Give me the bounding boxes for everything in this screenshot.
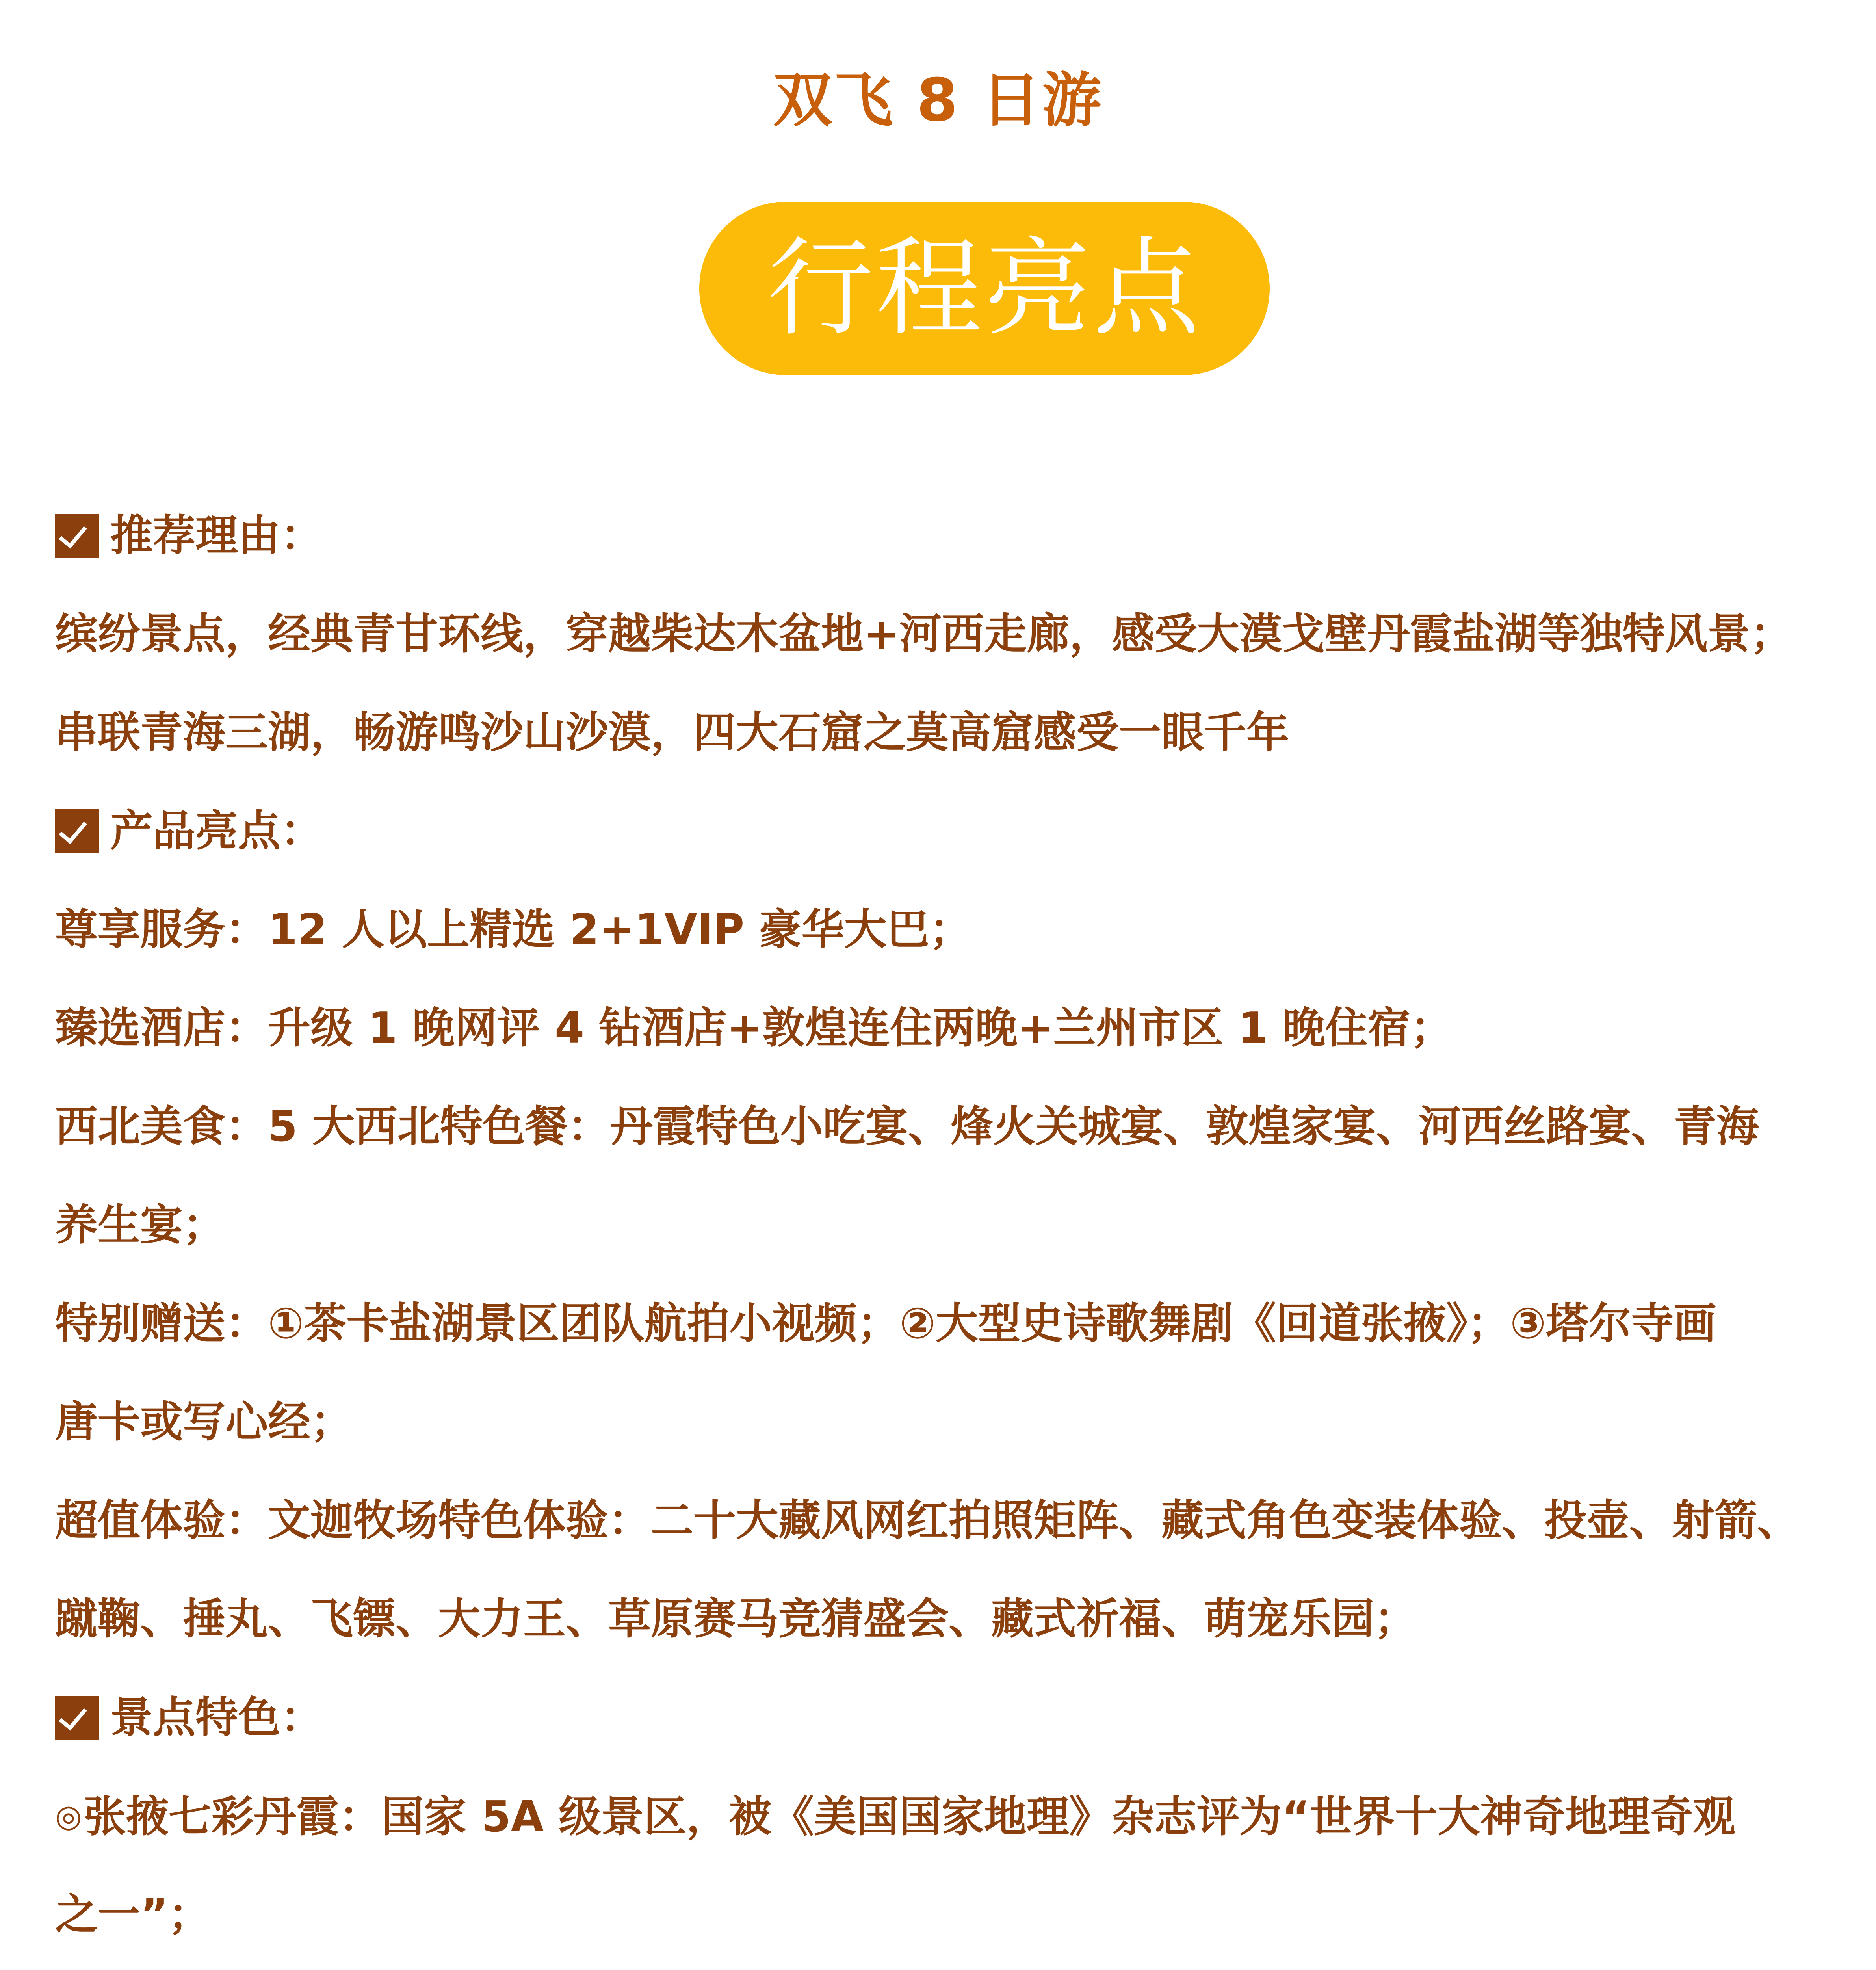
content-body xyxy=(55,487,1828,1970)
section-heading-spots xyxy=(55,1669,1828,1767)
product-line: 西北美食：5 大西北特色餐：丹霞特色小吃宴、烽火关城宴、敦煌家宴、河西丝路宴、青海 xyxy=(55,1102,1759,1151)
section-heading-label: 景点特色： xyxy=(110,1693,323,1742)
checkbox-icon xyxy=(55,809,99,853)
recommend-line: 缤纷景点，经典青甘环线，穿越柴达木盆地+河西走廊，感受大漠戈壁丹霞盐湖等独特风景； xyxy=(55,610,1793,659)
bullet-icon: ◎ xyxy=(55,1799,82,1834)
product-line: 超值体验：文迦牧场特色体验：二十大藏风网红拍照矩阵、藏式角色变装体验、投壶、射箭、 xyxy=(55,1496,1800,1545)
spot-line xyxy=(55,1767,1828,1866)
product-line: 养生宴； xyxy=(55,1201,226,1250)
product-line: 特别赠送：①茶卡盐湖景区团队航拍小视频；②大型史诗歌舞剧《回道张掖》；③塔尔寺画 xyxy=(55,1299,1716,1348)
section-heading-recommend xyxy=(55,487,1828,585)
section-heading-label: 产品亮点： xyxy=(110,807,323,856)
section-heading-label: 推荐理由： xyxy=(110,511,323,560)
spot-text: 之一”； xyxy=(55,1890,211,1939)
section-heading-product xyxy=(55,782,1828,881)
spot-line xyxy=(55,1964,1828,1970)
spot-line xyxy=(55,1866,1828,1964)
checkbox-icon xyxy=(55,1696,99,1740)
page-title: 双飞 8 日游 xyxy=(773,66,1103,135)
product-line: 蹴鞠、捶丸、飞镖、大力王、草原赛马竞猜盛会、藏式祈福、萌宠乐园； xyxy=(55,1595,1417,1644)
checkbox-icon xyxy=(55,514,99,558)
spot-text: 张掖七彩丹霞：国家 5A 级景区，被《美国国家地理》杂志评为“世界十大神奇地理奇观 xyxy=(84,1792,1735,1842)
highlights-banner-label: 行程亮点 xyxy=(767,226,1202,350)
product-line: 唐卡或写心经； xyxy=(55,1398,353,1447)
recommend-line: 串联青海三湖，畅游鸣沙山沙漠，四大石窟之莫高窟感受一眼千年 xyxy=(55,708,1289,757)
product-line: 尊享服务：12 人以上精选 2+1VIP 豪华大巴； xyxy=(55,905,972,954)
product-line: 臻选酒店：升级 1 晚网评 4 钻酒店+敦煌连住两晚+兰州市区 1 晚住宿； xyxy=(55,1004,1453,1053)
highlights-banner xyxy=(699,202,1270,375)
